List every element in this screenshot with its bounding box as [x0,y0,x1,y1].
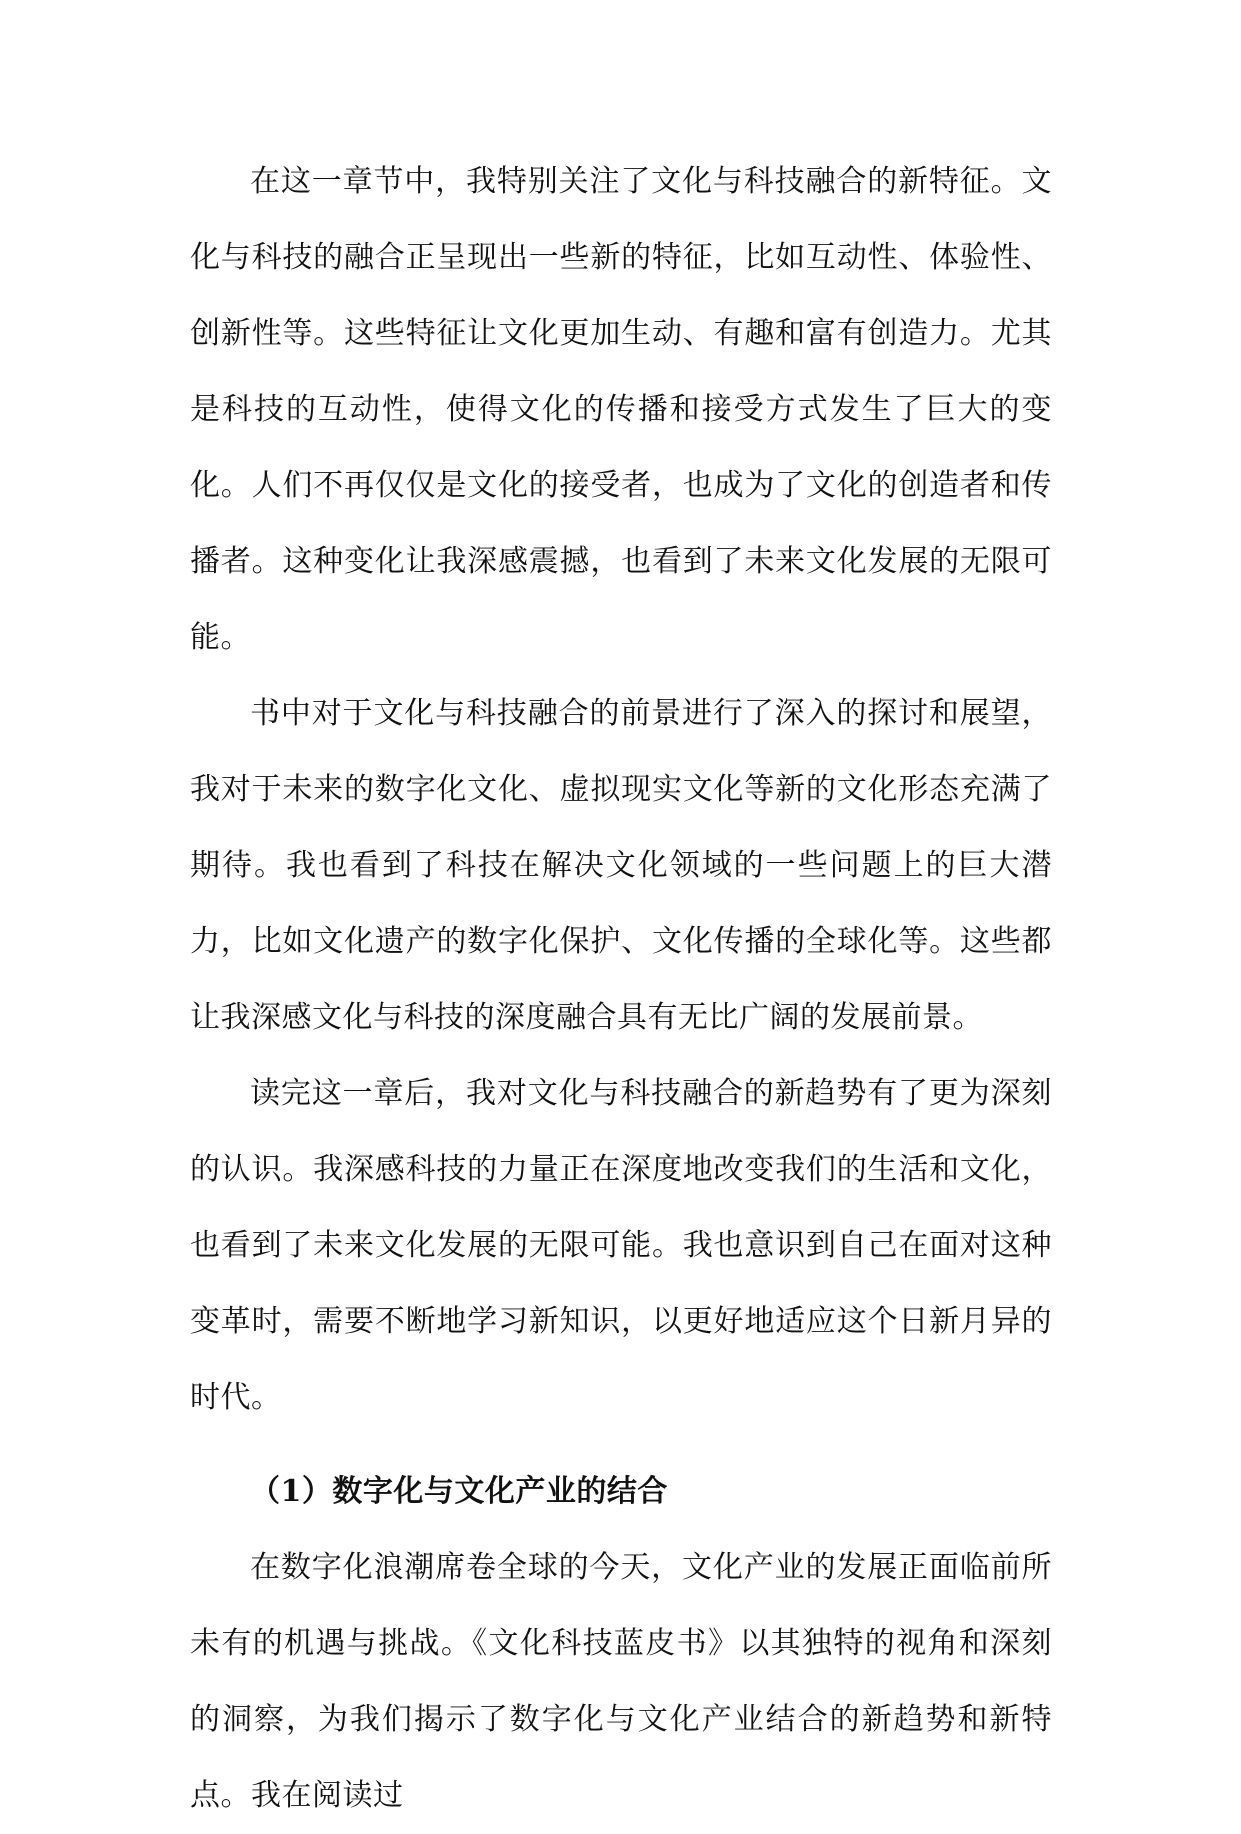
section-heading: （1）数字化与文化产业的结合 [250,1474,668,1509]
paragraph-3: 读完这一章后，我对文化与科技融合的新趋势有了更为深刻的认识。我深感科技的力量正在深度地改变我们的生活和文化，也看到了未来文化发展的无限可能。我也意识到自己在面对这种变革时，需要不断地学习新知识，以更好地适应这个日新月异的时代。 [190,1076,1052,1415]
document-body [190,144,1052,1834]
paragraph-4: 在数字化浪潮席卷全球的今天，文化产业的发展正面临前所未有的机遇与挑战。《文化科技蓝皮书》以其独特的视角和深刻的洞察，为我们揭示了数字化与文化产业结合的新趋势和新特点。我在阅读过 [190,1550,1052,1813]
paragraph-1: 在这一章节中，我特别关注了文化与科技融合的新特征。文化与科技的融合正呈现出一些新的特征，比如互动性、体验性、创新性等。这些特征让文化更加生动、有趣和富有创造力。尤其是科技的互动性，使得文化的传播和接受方式发生了巨大的变化。人们不再仅仅是文化的接受者，也成为了文化的创造者和传播者。这种变化让我深感震撼，也看到了未来文化发展的无限可能。 [190,164,1052,655]
paragraph-2: 书中对于文化与科技融合的前景进行了深入的探讨和展望，我对于未来的数字化文化、虚拟现实文化等新的文化形态充满了期待。我也看到了科技在解决文化领域的一些问题上的巨大潜力，比如文化遗产的数字化保护、文化传播的全球化等。这些都让我深感文化与科技的深度融合具有无比广阔的发展前景。 [190,696,1052,1035]
